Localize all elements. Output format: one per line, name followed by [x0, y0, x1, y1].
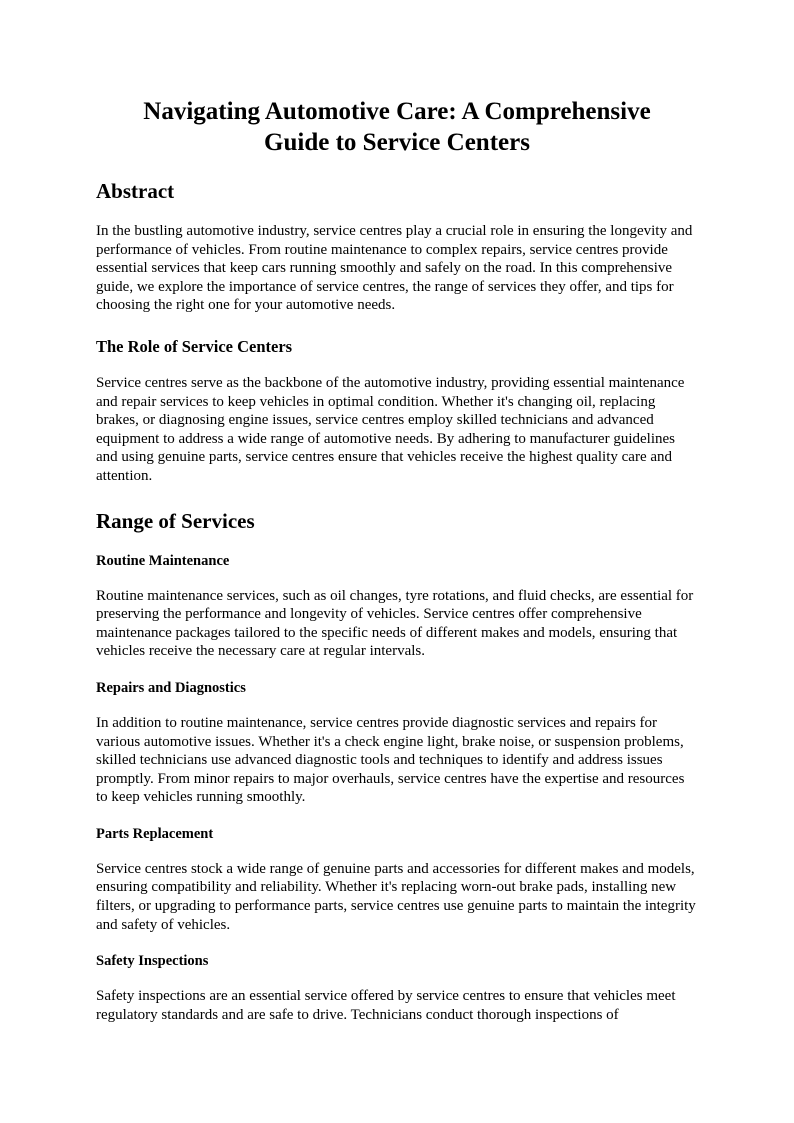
- abstract-heading: Abstract: [96, 179, 175, 203]
- safety-inspections-heading: Safety Inspections: [96, 953, 209, 970]
- role-paragraph: Service centres serve as the backbone of the automotive industry, providing essential maintenance and repair services to keep vehicles in optimal condition. Whether it's changing oil, replacing brakes, or diagnosing engine issues, service centres employ skilled technicians and advanced equipment to address a wide range of automotive needs. By adhering to manufacturer guidelines and using genuine parts, service centres ensure that vehicles receive the highest quality care and attention.: [96, 374, 685, 484]
- safety-inspections-paragraph: Safety inspections are an essential service offered by service centres to ensure that vehicles meet regulatory standards and are safe to drive. Technicians conduct thorough inspections of: [96, 988, 676, 1023]
- repairs-diagnostics-heading: Repairs and Diagnostics: [96, 679, 246, 696]
- routine-maintenance-paragraph: Routine maintenance services, such as oil changes, tyre rotations, and fluid checks, are essential for preserving the performance and longevity of vehicles. Service centres offer comprehensive maintenance packages tailored to the specific needs of different makes and models, ensuring that vehicles receive the necessary care at regular intervals.: [96, 587, 694, 660]
- parts-replacement-paragraph: Service centres stock a wide range of genuine parts and accessories for different makes and models, ensuring compatibility and reliability. Whether it's replacing worn-out brake pads, installing new filters, or upgrading to performance parts, service centres use genuine parts to maintain the integrity and safety of vehicles.: [96, 860, 696, 933]
- services-heading: Range of Services: [96, 508, 255, 533]
- abstract-paragraph: In the bustling automotive industry, service centres play a crucial role in ensuring the longevity and performance of vehicles. From routine maintenance to complex repairs, service centres provide essential services that keep cars running smoothly and safely on the road. In this comprehensive guide, we explore the importance of service centres, the range of services they offer, and tips for choosing the right one for your automotive needs.: [96, 223, 693, 314]
- document-page: [96, 96, 698, 1024]
- document-title: Navigating Automotive Care: A Comprehensive Guide to Service Centers: [143, 98, 651, 156]
- role-heading: The Role of Service Centers: [96, 336, 293, 356]
- routine-maintenance-heading: Routine Maintenance: [96, 552, 230, 569]
- parts-replacement-heading: Parts Replacement: [96, 825, 214, 842]
- repairs-diagnostics-paragraph: In addition to routine maintenance, service centres provide diagnostic services and repairs for various automotive issues. Whether it's a check engine light, brake noise, or suspension problems, skilled technicians use advanced diagnostic tools and techniques to identify and address issues promptly. From minor repairs to major overhauls, service centres have the expertise and resources to keep vehicles running smoothly.: [96, 714, 685, 806]
